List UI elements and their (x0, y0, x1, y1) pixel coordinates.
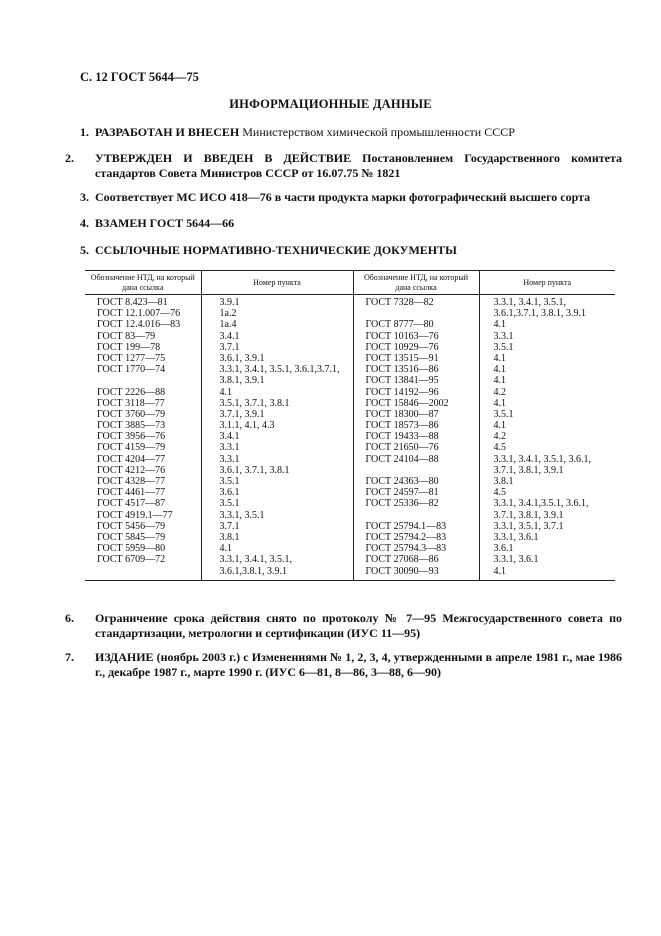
right-point-cell: 3.3.1, 3.4.1,3.5.1, 3.6.1, (493, 498, 589, 510)
item-2-text: Постановлением Государственного комитета стандартов Совета Министров СССР от 16.07.75 № 1821 (95, 151, 622, 180)
left-point-cell: 3.6.1, 3.7.1, 3.8.1 (219, 464, 290, 476)
item-7-bold: ИЗДАНИЕ (ноябрь 2003 г.) с Изменениями № 1, 2, 3, 4, утвержденными в апреле 1981 г., мае 1986 г., декабре 1987 г., марте 1990 г. (ИУС 6—81, 8—86, 3—88, 6—90) (95, 650, 622, 679)
right-doc-cell: ГОСТ 21650—76 (365, 442, 439, 454)
left-doc-cell: ГОСТ 5845—79 (97, 531, 166, 543)
right-doc-cell: ГОСТ 27068—86 (365, 554, 439, 566)
left-point-cell: 3.3.1 (219, 442, 240, 454)
left-point-cell: 3.6.1,3.8.1, 3.9.1 (219, 565, 287, 577)
right-doc-cell: ГОСТ 7328—82 (365, 297, 434, 308)
header-point-left: Номер пункта (201, 271, 353, 295)
item-3-bold: Соответствует МС ИСО 418—76 в части продукта марки фотографический высшего сорта (95, 190, 591, 204)
right-point-cell: 4.1 (493, 319, 506, 331)
right-doc-cell: ГОСТ 15846—2002 (365, 397, 449, 409)
left-doc-cell: ГОСТ 4461—77 (97, 487, 166, 499)
left-point-cell: 3.7.1 (219, 341, 240, 353)
right-doc-cell: ГОСТ 25794.1—83 (365, 520, 447, 532)
right-point-cell: 4.5 (493, 442, 506, 454)
item-7-number: 7. (65, 650, 74, 664)
right-point-cell: 4.1 (493, 352, 506, 364)
left-points-column (201, 295, 353, 581)
right-doc-cell (366, 465, 479, 476)
item-2-bold: УТВЕРЖДЕН И ВВЕДЕН В ДЕЙСТВИЕ (95, 151, 352, 165)
item-1-text: Министерством химической промышленности СССР (239, 125, 515, 139)
item-4-bold: ВЗАМЕН ГОСТ 5644—66 (95, 216, 235, 230)
right-point-cell: 4.1 (493, 397, 506, 409)
right-doc-cell: ГОСТ 13841—95 (365, 375, 439, 387)
page-title: ИНФОРМАЦИОННЫЕ ДАННЫЕ (229, 97, 432, 111)
left-point-cell: 3.3.1, 3.4.1, 3.5.1, 3.6.1,3.7.1, (219, 364, 340, 376)
left-doc-cell: ГОСТ 199—78 (97, 341, 161, 353)
left-doc-cell: ГОСТ 6709—72 (97, 554, 166, 566)
right-doc-cell: ГОСТ 19433—88 (365, 431, 439, 443)
right-point-cell: 4.1 (493, 364, 506, 376)
left-doc-cell: ГОСТ 83—79 (97, 330, 156, 342)
header-doc-left: Обозначение НТД, на который дана ссылка (85, 271, 201, 295)
left-point-cell: 3.6.1 (219, 487, 240, 499)
right-doc-cell: ГОСТ 24363—80 (365, 476, 439, 487)
left-doc-cell: ГОСТ 1277—75 (97, 352, 166, 364)
right-point-cell: 3.3.1, 3.6.1 (493, 554, 539, 566)
left-doc-cell: ГОСТ 3118—77 (97, 397, 165, 409)
left-doc-cell: ГОСТ 5456—79 (97, 520, 166, 532)
left-doc-cell: ГОСТ 12.4.016—83 (97, 319, 181, 331)
right-doc-cell: ГОСТ 10929—76 (365, 341, 439, 353)
left-point-cell: 1а.4 (219, 319, 237, 331)
right-point-cell: 4.2 (493, 431, 506, 443)
left-point-cell: 1а.2 (219, 308, 237, 320)
left-point-cell: 3.7.1 (219, 520, 240, 532)
right-doc-cell: ГОСТ 13516—86 (365, 364, 439, 376)
left-point-cell: 3.3.1 (219, 453, 240, 465)
left-doc-cell: ГОСТ 4204—77 (97, 453, 166, 465)
left-doc-cell: ГОСТ 8.423—81 (97, 297, 168, 308)
right-doc-cell: ГОСТ 14192—96 (365, 386, 439, 398)
item-5 (80, 243, 622, 258)
left-doc-cell (97, 566, 201, 577)
item-6-bold: Ограничение срока действия снято по протоколу № 7—95 Межгосударственного совета по стандартизации, метрологии и сертификации (ИУС 11—95) (95, 611, 622, 640)
left-point-cell: 3.8.1, 3.9.1 (219, 375, 265, 387)
item-1 (80, 125, 622, 140)
left-point-cell: 3.4.1 (219, 330, 240, 342)
references-table (85, 270, 615, 581)
right-doc-cell (366, 308, 479, 319)
left-doc-cell: ГОСТ 1770—74 (97, 364, 166, 376)
item-1-number: 1. (80, 125, 89, 139)
right-point-cell: 4.2 (493, 386, 506, 398)
item-5-number: 5. (80, 243, 89, 257)
item-6-number: 6. (65, 611, 74, 625)
left-point-cell: 4.1 (219, 386, 232, 398)
left-point-cell: 3.4.1 (219, 431, 240, 443)
left-doc-cell: ГОСТ 12.1.007—76 (97, 308, 181, 320)
left-point-cell: 3.3.1, 3.4.1, 3.5.1, (219, 554, 292, 566)
item-1-bold: РАЗРАБОТАН И ВНЕСЕН (95, 125, 240, 139)
left-doc-cell: ГОСТ 4159—79 (97, 442, 166, 454)
left-doc-cell: ГОСТ 3760—79 (97, 408, 166, 420)
left-point-cell: 3.6.1, 3.9.1 (219, 352, 265, 364)
header-doc-right: Обозначение НТД, на который дана ссылка (353, 271, 479, 295)
item-6 (65, 611, 622, 641)
right-doc-cell: ГОСТ 25794.3—83 (365, 543, 447, 555)
left-doc-cell (97, 375, 201, 386)
right-point-cell: 3.3.1, 3.4.1, 3.5.1, 3.6.1, (493, 453, 591, 465)
left-doc-cell: ГОСТ 4328—77 (97, 476, 166, 487)
left-point-cell: 3.9.1 (219, 297, 240, 308)
right-point-cell: 3.3.1, 3.4.1, 3.5.1, (493, 297, 566, 308)
right-doc-cell: ГОСТ 25336—82 (365, 498, 439, 510)
right-point-cell: 4.1 (493, 375, 506, 387)
right-points-column (479, 295, 615, 581)
item-2-number: 2. (65, 151, 74, 165)
right-point-cell: 3.7.1, 3.8.1, 3.9.1 (493, 464, 564, 476)
page-header: С. 12 ГОСТ 5644—75 (80, 70, 199, 84)
item-4-number: 4. (80, 216, 89, 230)
right-point-cell: 3.8.1 (493, 476, 514, 487)
right-doc-cell: ГОСТ 8777—80 (365, 319, 434, 331)
right-doc-cell: ГОСТ 13515—91 (365, 352, 439, 364)
left-point-cell: 3.5.1 (219, 498, 240, 510)
right-point-cell: 3.3.1, 3.6.1 (493, 531, 539, 543)
left-point-cell: 3.5.1 (219, 476, 240, 487)
right-point-cell: 3.5.1 (493, 341, 514, 353)
left-point-cell: 4.1 (219, 543, 232, 555)
left-doc-cell: ГОСТ 5959—80 (97, 543, 166, 555)
right-doc-cell: ГОСТ 18573—86 (365, 420, 439, 432)
right-point-cell: 3.3.1 (493, 330, 514, 342)
left-doc-cell: ГОСТ 2226—88 (97, 386, 166, 398)
left-doc-cell: ГОСТ 4517—87 (97, 498, 166, 510)
left-doc-cell: ГОСТ 4212—76 (97, 464, 166, 476)
item-3-number: 3. (80, 190, 89, 204)
left-point-cell: 3.3.1, 3.5.1 (219, 509, 265, 521)
right-point-cell: 3.3.1, 3.5.1, 3.7.1 (493, 520, 564, 532)
left-doc-cell: ГОСТ 4919.1—77 (97, 509, 173, 521)
right-doc-cell: ГОСТ 18300—87 (365, 408, 439, 420)
left-point-cell: 3.8.1 (219, 531, 240, 543)
right-doc-cell: ГОСТ 24104—88 (365, 453, 439, 465)
right-point-cell: 3.5.1 (493, 408, 514, 420)
left-point-cell: 3.1.1, 4.1, 4.3 (219, 420, 275, 432)
right-point-cell: 3.6.1,3.7.1, 3.8.1, 3.9.1 (493, 308, 586, 320)
item-2 (65, 151, 622, 181)
right-doc-cell: ГОСТ 10163—76 (365, 330, 439, 342)
right-point-cell: 3.7.1, 3.8.1, 3.9.1 (493, 509, 564, 521)
right-doc-cell: ГОСТ 24597—81 (365, 487, 439, 499)
right-doc-cell (366, 510, 479, 521)
item-7 (65, 650, 622, 680)
right-point-cell: 3.6.1 (493, 543, 514, 555)
right-point-cell: 4.1 (493, 565, 506, 577)
right-point-cell: 4.1 (493, 420, 506, 432)
left-docs-column (85, 295, 201, 581)
item-3 (80, 190, 622, 205)
left-doc-cell: ГОСТ 3956—76 (97, 431, 166, 443)
item-5-bold: ССЫЛОЧНЫЕ НОРМАТИВНО-ТЕХНИЧЕСКИЕ ДОКУМЕНТЫ (95, 243, 457, 257)
left-doc-cell: ГОСТ 3885—73 (97, 420, 166, 432)
right-doc-cell: ГОСТ 25794.2—83 (365, 531, 447, 543)
right-point-cell: 4.5 (493, 487, 506, 499)
left-point-cell: 3.7.1, 3.9.1 (219, 408, 265, 420)
right-docs-column (353, 295, 479, 581)
item-4 (80, 216, 622, 231)
right-doc-cell: ГОСТ 30090—93 (365, 565, 439, 577)
left-point-cell: 3.5.1, 3.7.1, 3.8.1 (219, 397, 290, 409)
header-point-right: Номер пункта (479, 271, 615, 295)
